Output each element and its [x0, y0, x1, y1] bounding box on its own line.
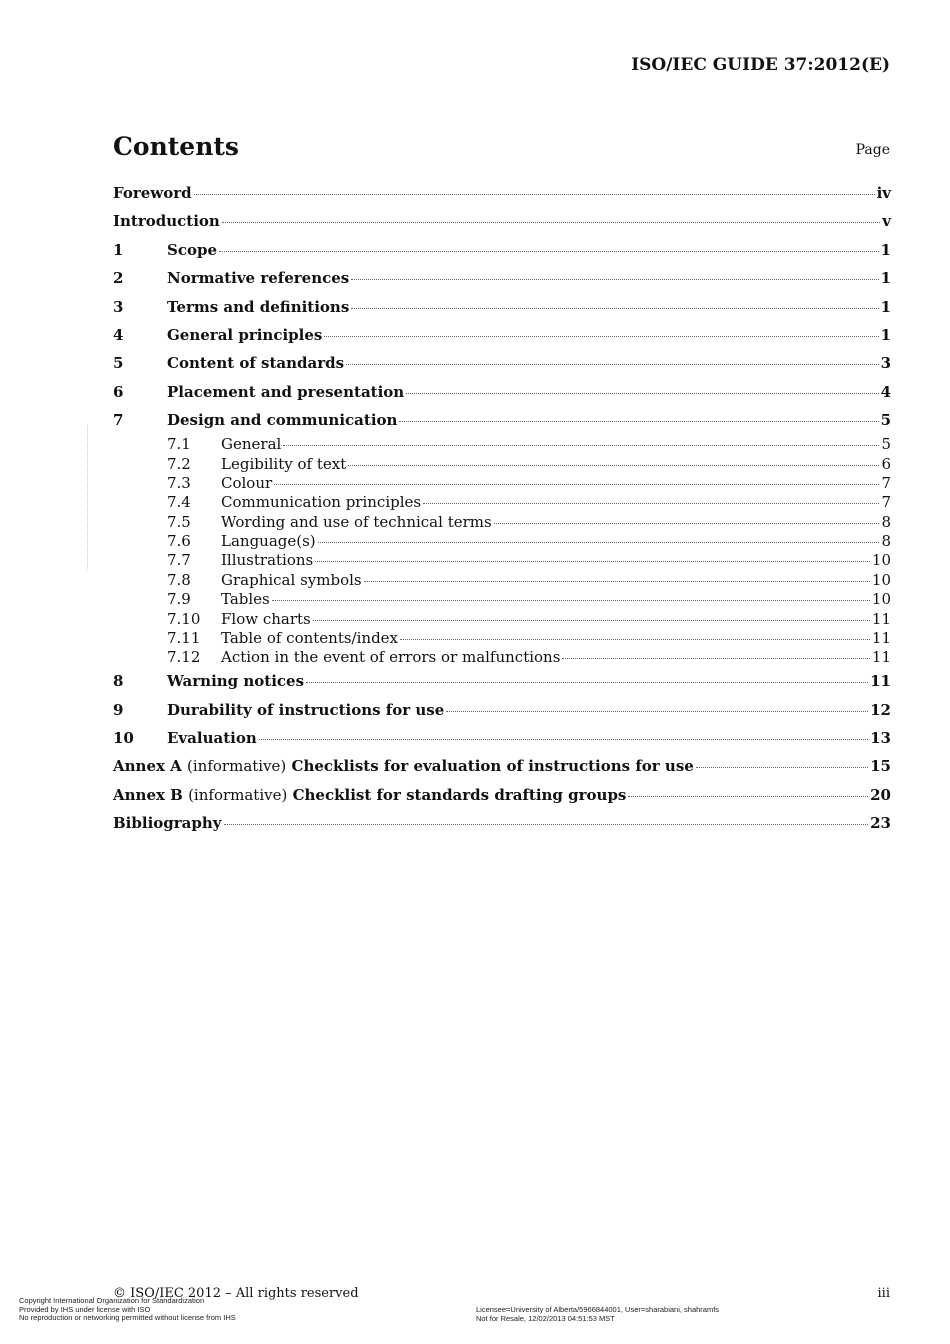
- dot-leader: [446, 711, 868, 712]
- dot-leader: [274, 484, 879, 485]
- dot-leader: [628, 796, 868, 797]
- dot-leader: [222, 222, 880, 223]
- table-of-contents: [113, 184, 891, 838]
- dot-leader: [272, 600, 870, 601]
- dot-leader: [494, 523, 880, 524]
- annex-title: Checklists for evaluation of instructions for use: [291, 757, 694, 776]
- dot-leader: [423, 503, 879, 504]
- toc-entry-section[interactable]: 10 Evaluation 13: [113, 728, 891, 747]
- toc-entry-section[interactable]: 2 Normative references 1: [113, 269, 891, 288]
- dot-leader: [406, 393, 878, 394]
- toc-entry-section[interactable]: 5 Content of standards 3: [113, 354, 891, 373]
- toc-entry-bibliography[interactable]: Bibliography 23: [113, 814, 891, 833]
- toc-entry-subsection[interactable]: 7.9 Tables 10: [167, 590, 891, 609]
- toc-entry-subsection[interactable]: 7.11 Table of contents/index 11: [167, 629, 891, 648]
- dot-leader: [194, 194, 875, 195]
- dot-leader: [351, 308, 878, 309]
- footer-page-number: iii: [877, 1286, 890, 1301]
- dot-leader: [259, 739, 868, 740]
- toc-entry-section[interactable]: 3 Terms and definitions 1: [113, 297, 891, 316]
- toc-entry-section[interactable]: 4 General principles 1: [113, 325, 891, 344]
- toc-entry-annex-a[interactable]: Annex A (informative) Checklists for evaluation of instructions for use 15: [113, 757, 891, 776]
- dot-leader: [696, 767, 868, 768]
- toc-entry-subsection[interactable]: 7.8 Graphical symbols 10: [167, 570, 891, 589]
- dot-leader: [399, 421, 878, 422]
- toc-entry-subsection[interactable]: 7.12 Action in the event of errors or malfunctions 11: [167, 648, 891, 667]
- annex-title: Checklist for standards drafting groups: [292, 785, 627, 804]
- dot-leader: [313, 620, 870, 621]
- dot-leader: [306, 682, 868, 683]
- toc-entry-subsection[interactable]: 7.4 Communication principles 7: [167, 493, 891, 512]
- dot-leader: [224, 824, 869, 825]
- toc-entry-section[interactable]: 6 Placement and presentation 4: [113, 382, 891, 401]
- annex-type: (informative): [187, 757, 287, 776]
- annex-label: Annex A: [113, 757, 182, 776]
- annex-label: Annex B: [113, 785, 183, 804]
- toc-entry-subsection[interactable]: 7.5 Wording and use of technical terms 8: [167, 512, 891, 531]
- toc-entry-foreword[interactable]: Foreword iv: [113, 184, 891, 202]
- toc-entry-section[interactable]: 8 Warning notices 11: [113, 672, 891, 691]
- dot-leader: [318, 542, 880, 543]
- dot-leader: [346, 364, 878, 365]
- toc-entry-annex-b[interactable]: Annex B (informative) Checklist for standards drafting groups 20: [113, 785, 891, 804]
- margin-mark: [87, 425, 93, 570]
- dot-leader: [348, 465, 879, 466]
- dot-leader: [400, 639, 870, 640]
- footer-copyright: © ISO/IEC 2012 – All rights reserved: [113, 1286, 359, 1301]
- toc-entry-subsection[interactable]: 7.1 General 5: [167, 435, 891, 454]
- toc-entry-subsection[interactable]: 7.6 Language(s) 8: [167, 532, 891, 551]
- page-column-label: Page: [855, 142, 890, 158]
- dot-leader: [562, 658, 869, 659]
- dot-leader: [351, 279, 878, 280]
- licensee-info: Licensee=University of Alberta/5966844001, User=sharabiani, shahramfs Not for Resale, 12/02/2013 04:51:53 MST: [476, 1305, 720, 1323]
- toc-entry-section[interactable]: 9 Durability of instructions for use 12: [113, 700, 891, 719]
- dot-leader: [283, 445, 879, 446]
- dot-leader: [315, 561, 870, 562]
- annex-type: (informative): [188, 785, 288, 804]
- toc-entry-subsection[interactable]: 7.2 Legibility of text 6: [167, 454, 891, 473]
- toc-entry-subsection[interactable]: 7.7 Illustrations 10: [167, 551, 891, 570]
- page-title: Contents: [113, 132, 240, 161]
- dot-leader: [219, 251, 879, 252]
- license-notice: Copyright International Organization for Standardization Provided by IHS under license with ISO No reproduction or networking permitted without license from IHS: [19, 1296, 236, 1322]
- document-id: ISO/IEC GUIDE 37:2012(E): [631, 55, 890, 75]
- toc-entry-subsection[interactable]: 7.3 Colour 7: [167, 473, 891, 492]
- toc-entry-section[interactable]: 1 Scope 1: [113, 240, 891, 259]
- toc-entry-section[interactable]: 7 Design and communication 5: [113, 411, 891, 430]
- dot-leader: [364, 581, 870, 582]
- dot-leader: [324, 336, 878, 337]
- toc-entry-introduction[interactable]: Introduction v: [113, 212, 891, 231]
- toc-entry-subsection[interactable]: 7.10 Flow charts 11: [167, 609, 891, 628]
